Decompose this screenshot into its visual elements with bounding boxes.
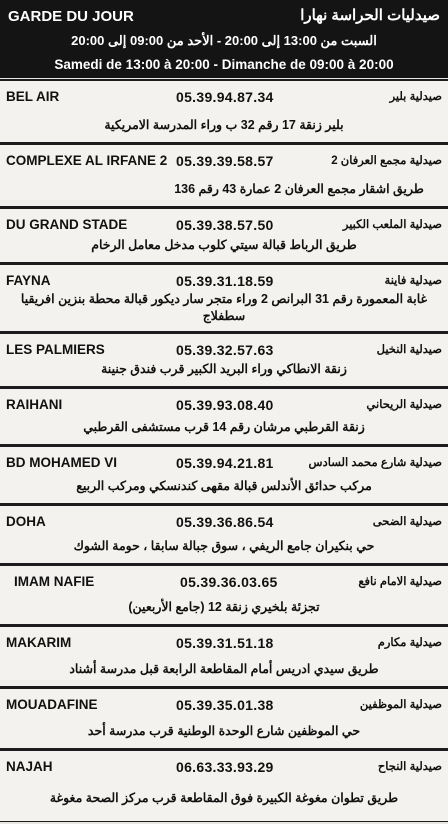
pharmacy-row — [0, 625, 448, 687]
header-banner — [0, 0, 448, 78]
pharmacy-phone[interactable]: 05.39.31.51.18 — [176, 635, 274, 651]
pharmacy-row — [0, 687, 448, 749]
pharmacy-address: غابة المعمورة رقم 31 البرانص 2 وراء متجر سار ديكور قبالة محطة بنزين افريقيا سطفلاج — [20, 292, 428, 323]
hours-ar: السبت من 13:00 إلى 20:00 - الأحد من 09:00 إلى 20:00 — [71, 33, 377, 48]
pharmacy-phone[interactable]: 05.39.93.08.40 — [176, 397, 274, 413]
pharmacy-phone[interactable]: 05.39.36.03.65 — [180, 574, 278, 590]
pharmacy-row — [0, 749, 448, 822]
pharmacy-name-fr: COMPLEXE AL IRFANE 2 — [6, 153, 168, 168]
pharmacy-phone[interactable]: 05.39.36.86.54 — [176, 514, 274, 530]
pharmacy-name-fr: NAJAH — [6, 759, 53, 774]
pharmacy-list — [0, 79, 448, 822]
pharmacy-row — [0, 79, 448, 143]
pharmacy-row — [0, 445, 448, 504]
pharmacy-phone[interactable]: 05.39.32.57.63 — [176, 342, 274, 358]
pharmacy-address: بلير زنقة 17 رقم 32 ب وراء المدرسة الامريكية — [104, 118, 344, 132]
pharmacy-name-ar: صيدلية النجاح — [377, 761, 442, 773]
pharmacy-phone[interactable]: 06.63.33.93.29 — [176, 759, 274, 775]
pharmacy-address: مركب حدائق الأندلس قبالة مقهى كندنسكي ومركب الربيع — [76, 479, 372, 493]
pharmacy-name-ar: صيدلية الريحاني — [366, 399, 442, 411]
pharmacy-name-ar: صيدلية النخيل — [376, 344, 442, 356]
pharmacy-address: طريق سيدي ادريس أمام المقاطعة الرابعة قبل مدرسة أشناد — [69, 662, 379, 676]
pharmacy-address: طريق الرباط قبالة سيتي كلوب مدخل معامل الرخام — [91, 238, 357, 252]
pharmacy-row — [0, 207, 448, 263]
pharmacy-phone[interactable]: 05.39.35.01.38 — [176, 697, 274, 713]
pharmacy-row — [0, 504, 448, 564]
pharmacy-name-ar: صيدلية بلير — [389, 91, 442, 103]
pharmacy-phone[interactable]: 05.39.94.87.34 — [176, 89, 274, 105]
pharmacy-row — [0, 564, 448, 625]
pharmacy-address: تجزئة بلخيري زنقة 12 (جامع الأربعين) — [128, 600, 320, 614]
pharmacy-phone[interactable]: 05.39.38.57.50 — [176, 217, 274, 233]
pharmacy-name-ar: صيدلية الامام نافع — [358, 576, 442, 588]
pharmacy-name-fr: IMAM NAFIE — [14, 574, 95, 589]
title-ar: صيدليات الحراسة نهارا — [300, 7, 440, 24]
title-fr: GARDE DU JOUR — [8, 8, 134, 25]
pharmacy-name-ar: صيدلية الموظفين — [359, 699, 442, 711]
hours-fr: Samedi de 13:00 à 20:00 - Dimanche de 09:00 à 20:00 — [54, 57, 394, 72]
pharmacy-address: زنقة الانطاكي وراء البريد الكبير قرب فندق جنينة — [101, 362, 347, 376]
pharmacy-name-ar: صيدلية الضحى — [372, 516, 442, 528]
pharmacy-address: طريق اشقار مجمع العرفان 2 عمارة 43 رقم 136 — [174, 182, 424, 196]
pharmacy-name-fr: MOUADAFINE — [6, 697, 98, 712]
pharmacy-phone[interactable]: 05.39.31.18.59 — [176, 273, 274, 289]
pharmacy-name-ar: صيدلية الملعب الكبير — [342, 219, 442, 231]
pharmacy-name-fr: BD MOHAMED VI — [6, 455, 117, 470]
pharmacy-name-fr: FAYNA — [6, 273, 51, 288]
pharmacy-name-fr: DU GRAND STADE — [6, 217, 128, 232]
pharmacy-name-ar: صيدلية شارع محمد السادس — [308, 457, 442, 469]
pharmacy-address: زنقة القرطبي مرشان رقم 14 قرب مستشفى القرطبي — [83, 420, 365, 434]
pharmacy-row — [0, 332, 448, 387]
pharmacy-address: طريق تطوان مغوغة الكبيرة فوق المقاطعة قرب مركز الصحة مغوغة — [49, 791, 399, 805]
pharmacy-name-fr: DOHA — [6, 514, 46, 529]
pharmacy-name-ar: صيدلية فاينة — [384, 275, 442, 287]
pharmacy-address: حي بنكيران جامع الريفي ، سوق جبالة سابقا ، حومة الشوك — [73, 539, 375, 553]
pharmacy-row — [0, 263, 448, 332]
pharmacy-phone[interactable]: 05.39.39.58.57 — [176, 153, 274, 169]
pharmacy-name-ar: صيدلية مكارم — [377, 637, 442, 649]
pharmacy-row — [0, 387, 448, 445]
pharmacy-name-fr: LES PALMIERS — [6, 342, 105, 357]
pharmacy-name-fr: MAKARIM — [6, 635, 72, 650]
pharmacy-row — [0, 143, 448, 207]
pharmacy-phone[interactable]: 05.39.94.21.81 — [176, 455, 274, 471]
pharmacy-name-fr: BEL AIR — [6, 89, 60, 104]
pharmacy-address: حي الموظفين شارع الوحدة الوطنية قرب مدرسة أحد — [87, 724, 361, 738]
pharmacy-name-ar: صيدلية مجمع العرفان 2 — [331, 155, 442, 167]
pharmacy-name-fr: RAIHANI — [6, 397, 63, 412]
